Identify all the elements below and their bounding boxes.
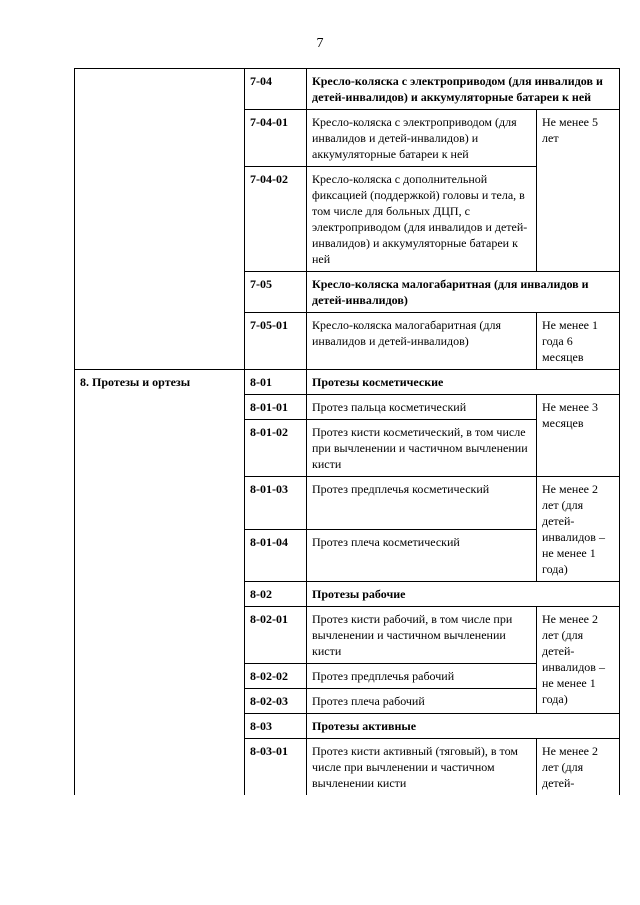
rehab-means-table [74, 68, 620, 795]
category-cell [75, 739, 245, 796]
table-row [75, 739, 620, 796]
category-cell [75, 272, 245, 313]
code-cell: 8-03 [245, 714, 307, 739]
term-cell: Не менее 5 лет [537, 110, 620, 272]
term-cell: Не менее 2 лет (для детей-инвалидов – не менее 1 года) [537, 477, 620, 582]
code-cell: 7-05-01 [245, 313, 307, 370]
code-cell: 8-02-02 [245, 664, 307, 689]
category-cell [75, 714, 245, 739]
name-cell: Протез плеча рабочий [307, 689, 537, 714]
category-cell [75, 395, 245, 420]
code-cell: 8-01-02 [245, 420, 307, 477]
name-cell: Протез кисти активный (тяговый), в том числе при вычленении и частичном вычленении кисти [307, 739, 537, 796]
name-cell: Кресло-коляска с электроприводом (для инвалидов и детей-инвалидов) и аккумуляторные батареи к ней [307, 69, 620, 110]
category-cell [75, 529, 245, 582]
name-cell: Протез предплечья косметический [307, 477, 537, 530]
name-cell: Протезы косметические [307, 370, 620, 395]
category-cell [75, 110, 245, 167]
code-cell: 7-05 [245, 272, 307, 313]
term-cell: Не менее 1 года 6 месяцев [537, 313, 620, 370]
category-cell [75, 477, 245, 530]
code-cell: 8-02 [245, 582, 307, 607]
term-cell: Не менее 2 лет (для детей- [537, 739, 620, 796]
table-row [75, 69, 620, 110]
name-cell: Протез пальца косметический [307, 395, 537, 420]
category-cell [75, 664, 245, 689]
code-cell: 8-02-03 [245, 689, 307, 714]
category-cell [75, 420, 245, 477]
code-cell: 8-01-04 [245, 529, 307, 582]
category-cell: 8. Протезы и ортезы [75, 370, 245, 395]
table-row [75, 110, 620, 167]
name-cell: Кресло-коляска с дополнительной фиксацией (поддержкой) головы и тела, в том числе для больных ДЦП, с электроприводом (для инвалидов и детей-инвалидов) и аккумуляторные батареи к ней [307, 167, 537, 272]
code-cell: 7-04-01 [245, 110, 307, 167]
table-row [75, 714, 620, 739]
category-cell [75, 69, 245, 110]
code-cell: 7-04 [245, 69, 307, 110]
table-row [75, 313, 620, 370]
table-row [75, 395, 620, 420]
table-row [75, 582, 620, 607]
category-cell [75, 689, 245, 714]
name-cell: Кресло-коляска малогабаритная (для инвалидов и детей-инвалидов) [307, 313, 537, 370]
category-cell [75, 582, 245, 607]
code-cell: 8-03-01 [245, 739, 307, 796]
name-cell: Кресло-коляска с электроприводом (для инвалидов и детей-инвалидов) и аккумуляторные батареи к ней [307, 110, 537, 167]
code-cell: 7-04-02 [245, 167, 307, 272]
table-row [75, 477, 620, 530]
table-row [75, 607, 620, 664]
code-cell: 8-01-03 [245, 477, 307, 530]
page-number: 7 [316, 36, 324, 51]
code-cell: 8-01 [245, 370, 307, 395]
code-cell: 8-01-01 [245, 395, 307, 420]
term-cell: Не менее 3 месяцев [537, 395, 620, 477]
name-cell: Протезы рабочие [307, 582, 620, 607]
term-cell: Не менее 2 лет (для детей-инвалидов – не менее 1 года) [537, 607, 620, 714]
name-cell: Протез плеча косметический [307, 529, 537, 582]
name-cell: Протез кисти косметический, в том числе при вычленении и частичном вычленении кисти [307, 420, 537, 477]
name-cell: Кресло-коляска малогабаритная (для инвалидов и детей-инвалидов) [307, 272, 620, 313]
name-cell: Протезы активные [307, 714, 620, 739]
category-cell [75, 167, 245, 272]
category-cell [75, 313, 245, 370]
code-cell: 8-02-01 [245, 607, 307, 664]
name-cell: Протез предплечья рабочий [307, 664, 537, 689]
table-row [75, 370, 620, 395]
name-cell: Протез кисти рабочий, в том числе при вычленении и частичном вычленении кисти [307, 607, 537, 664]
category-cell [75, 607, 245, 664]
table-row [75, 272, 620, 313]
